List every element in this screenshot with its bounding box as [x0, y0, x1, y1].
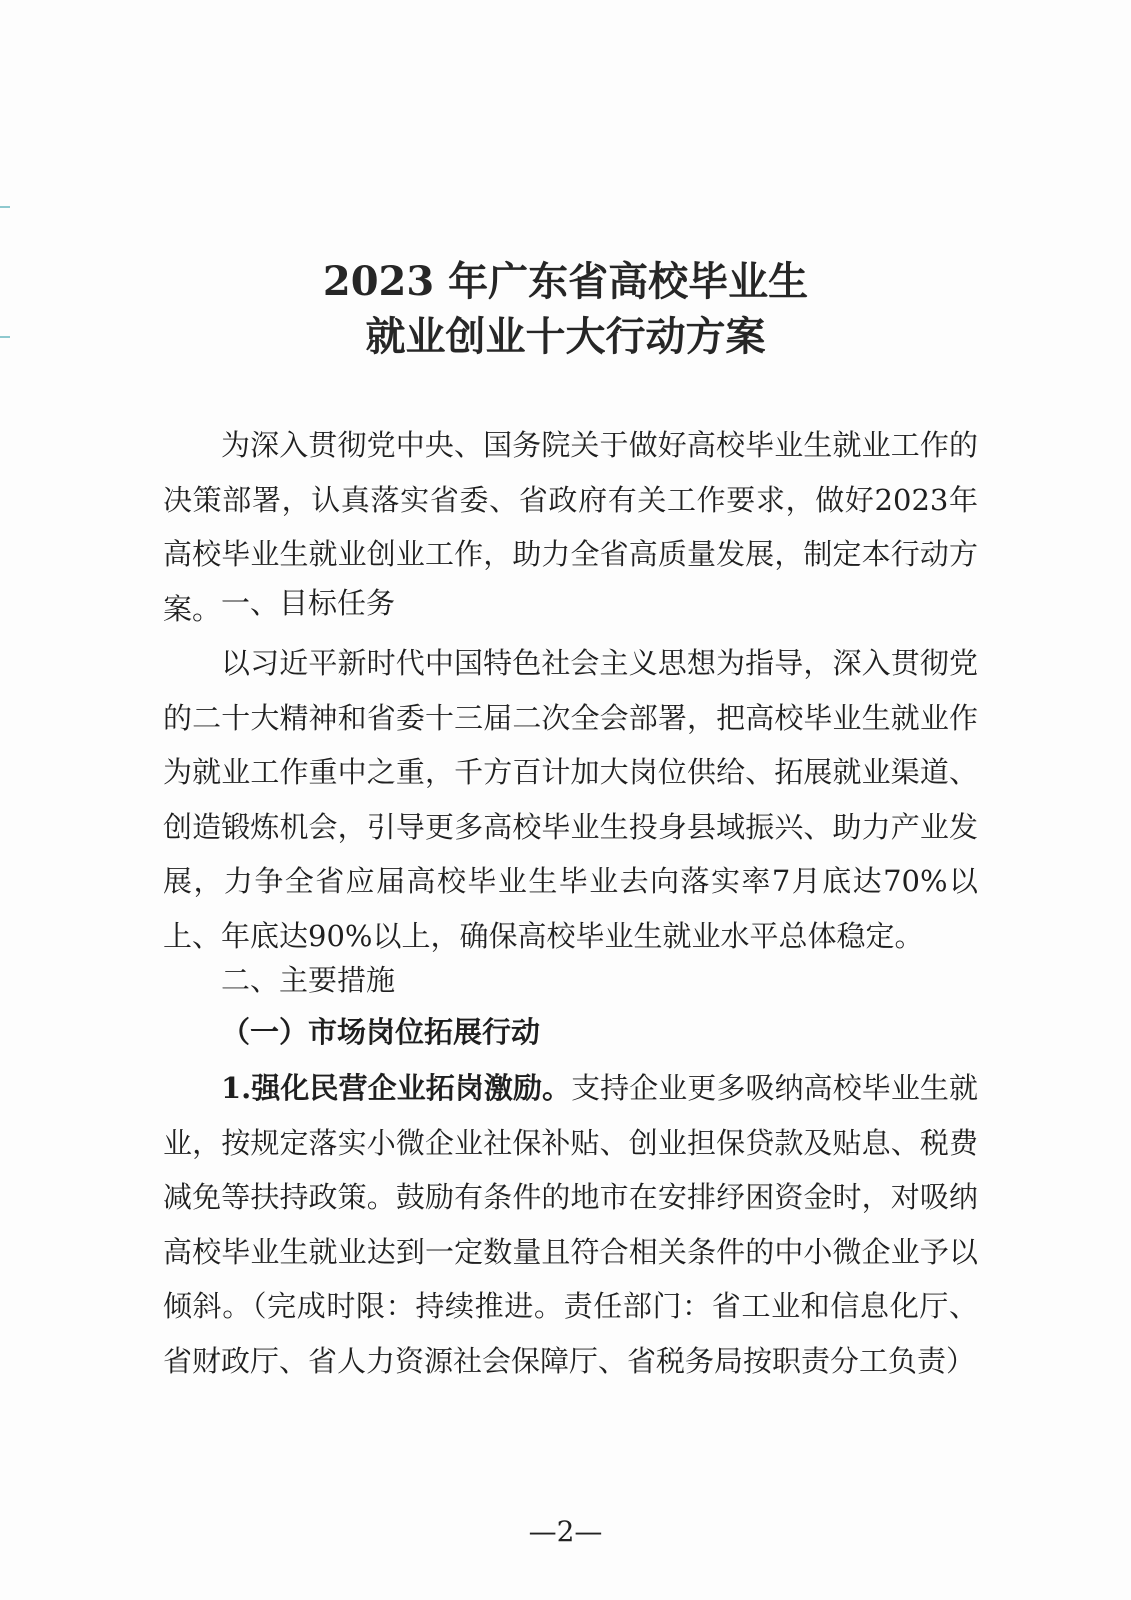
goals-paragraph: 以习近平新时代中国特色社会主义思想为指导，深入贯彻党的二十大精神和省委十三届二次全会部署，把高校毕业生就业作为就业工作重中之重，千方百计加大岗位供给、拓展就业渠道、创造锻炼机会，引导更多高校毕业生投身县域振兴、助力产业发展，力争全省应届高校毕业生毕业去向落实率7月底达70%以上、年底达90%以上，确保高校毕业生就业水平总体稳定。 — [163, 646, 978, 953]
item-1-title: 1.强化民营企业拓岗激励。 — [221, 1071, 572, 1105]
item-1-paragraph — [163, 1061, 978, 1389]
section-heading-goals: 一、目标任务 — [221, 586, 396, 620]
item-1-body: 支持企业更多吸纳高校毕业生就业，按规定落实小微企业社保补贴、创业担保贷款及贴息、税费减免等扶持政策。鼓励有条件的地市在安排纾困资金时，对吸纳高校毕业生就业达到一定数量且符合相关条件的中小微企业予以倾斜。（完成时限：持续推进。责任部门：省工业和信息化厅、省财政厅、省人力资源社会保障厅、省税务局按职责分工负责） — [163, 1071, 978, 1378]
scan-edge-mark — [0, 206, 10, 208]
document-title-line-1: 2023 年广东省高校毕业生 — [322, 258, 809, 305]
subsection-heading-market-jobs: （一）市场岗位拓展行动 — [221, 1015, 541, 1049]
page-number: —2— — [528, 1515, 603, 1548]
section-heading-measures: 二、主要措施 — [221, 963, 396, 997]
intro-paragraph: 为深入贯彻党中央、国务院关于做好高校毕业生就业工作的决策部署，认真落实省委、省政府有关工作要求，做好2023年高校毕业生就业创业工作，助力全省高质量发展，制定本行动方案。 — [163, 428, 978, 626]
document-title-line-2: 就业创业十大行动方案 — [365, 313, 766, 360]
